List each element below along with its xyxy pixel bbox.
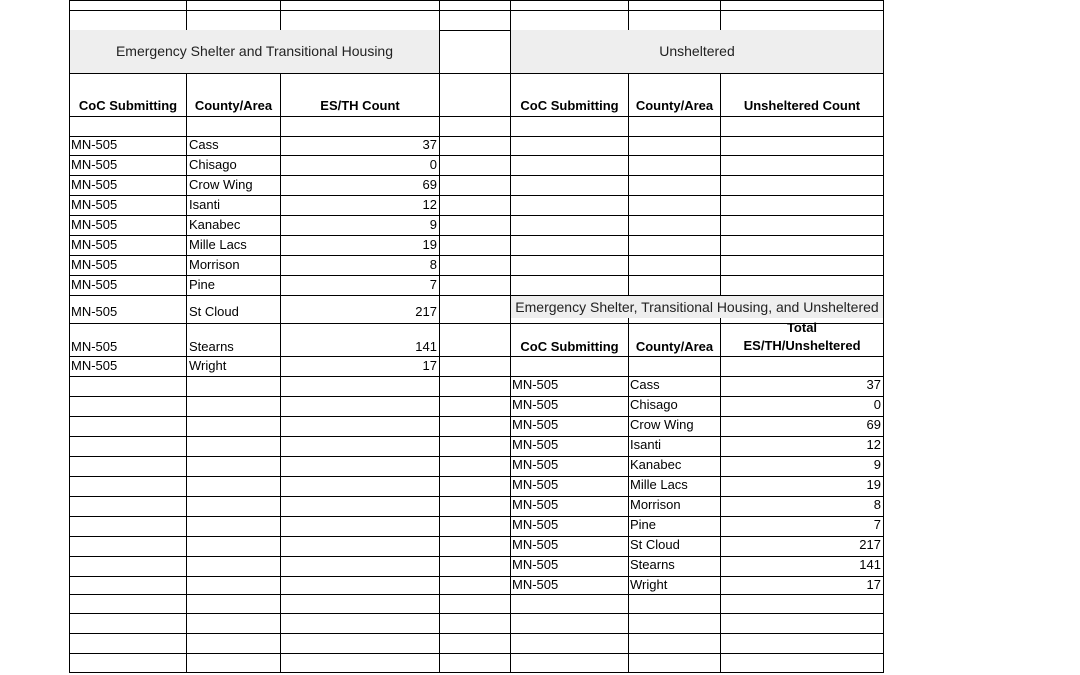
total-county-cell: Cass (630, 377, 660, 392)
es-th-count-cell: 217 (415, 304, 437, 319)
column-border (439, 0, 440, 672)
es-th-count-cell: 12 (422, 197, 437, 212)
row-border (69, 633, 884, 634)
row-border (69, 116, 884, 117)
es-th-county-cell: Kanabec (189, 217, 241, 232)
column-border (628, 0, 629, 30)
column-border (883, 0, 884, 673)
row-border (69, 0, 884, 1)
total-county-cell: Chisago (630, 397, 678, 412)
total-county-cell: Kanabec (630, 457, 682, 472)
total-count-cell: 17 (866, 577, 881, 592)
total-county-header: County/Area (635, 339, 714, 354)
total-coc-cell: MN-505 (512, 397, 559, 412)
column-border (628, 318, 629, 672)
row-border (69, 356, 884, 357)
column-border (720, 318, 721, 672)
column-border (186, 0, 187, 30)
total-section-title: Emergency Shelter, Transitional Housing, and Unsheltered (515, 299, 879, 315)
total-coc-header: CoC Submitting (520, 339, 619, 354)
es-th-county-cell: St Cloud (189, 304, 239, 319)
row-border (69, 215, 884, 216)
es-th-coc-cell: MN-505 (71, 157, 118, 172)
total-coc-cell: MN-505 (512, 457, 559, 472)
total-county-cell: Mille Lacs (630, 477, 688, 492)
es-th-county-cell: Morrison (189, 257, 240, 272)
total-coc-cell: MN-505 (512, 577, 559, 592)
row-border (69, 275, 884, 276)
total-count-cell: 12 (866, 437, 881, 452)
row-border (69, 155, 884, 156)
total-count-header-line1: Total (786, 320, 818, 335)
total-county-cell: Morrison (630, 497, 681, 512)
total-coc-cell: MN-505 (512, 517, 559, 532)
total-county-cell: St Cloud (630, 537, 680, 552)
es-th-county-cell: Isanti (189, 197, 221, 212)
total-county-cell: Stearns (630, 557, 675, 572)
total-county-cell: Isanti (630, 437, 662, 452)
total-count-cell: 0 (873, 397, 881, 412)
es-th-section-title: Emergency Shelter and Transitional Housing (115, 43, 394, 59)
total-coc-cell: MN-505 (512, 437, 559, 452)
row-border (69, 73, 884, 74)
es-th-coc-cell: MN-505 (71, 339, 118, 354)
total-count-cell: 8 (873, 497, 881, 512)
es-th-coc-cell: MN-505 (71, 137, 118, 152)
es-th-coc-cell: MN-505 (71, 358, 118, 373)
row-border (69, 10, 884, 11)
total-coc-cell: MN-505 (512, 557, 559, 572)
es-th-count-cell: 17 (422, 358, 437, 373)
total-county-cell: Crow Wing (630, 417, 694, 432)
row-border (69, 594, 884, 595)
total-coc-cell: MN-505 (512, 497, 559, 512)
es-th-count-cell: 0 (429, 157, 437, 172)
es-th-count-cell: 9 (429, 217, 437, 232)
total-coc-cell: MN-505 (512, 377, 559, 392)
es-th-coc-cell: MN-505 (71, 257, 118, 272)
total-coc-cell: MN-505 (512, 417, 559, 432)
es-th-count-header: ES/TH Count (320, 98, 400, 113)
total-county-cell: Pine (630, 517, 657, 532)
es-th-count-cell: 8 (429, 257, 437, 272)
column-border (280, 73, 281, 672)
es-th-county-header: County/Area (194, 98, 273, 113)
row-border (69, 235, 884, 236)
es-th-coc-cell: MN-505 (71, 197, 118, 212)
es-th-county-cell: Mille Lacs (189, 237, 247, 252)
unsheltered-section-title: Unsheltered (659, 43, 735, 59)
es-th-count-cell: 141 (415, 339, 437, 354)
row-border (69, 672, 884, 673)
column-border (186, 73, 187, 672)
row-border (69, 175, 884, 176)
total-count-cell: 37 (866, 377, 881, 392)
es-th-county-cell: Cass (189, 137, 219, 152)
es-th-count-cell: 69 (422, 177, 437, 192)
es-th-coc-cell: MN-505 (71, 277, 118, 292)
total-count-cell: 7 (873, 517, 881, 532)
row-border (69, 613, 884, 614)
es-th-county-cell: Wright (189, 358, 227, 373)
es-th-county-cell: Stearns (189, 339, 234, 354)
es-th-county-cell: Crow Wing (189, 177, 253, 192)
total-count-cell: 141 (859, 557, 881, 572)
es-th-coc-cell: MN-505 (71, 217, 118, 232)
es-th-coc-cell: MN-505 (71, 237, 118, 252)
unsheltered-count-header: Unsheltered Count (743, 98, 861, 113)
column-border (720, 0, 721, 30)
total-coc-cell: MN-505 (512, 537, 559, 552)
es-th-count-cell: 7 (429, 277, 437, 292)
total-count-cell: 217 (859, 537, 881, 552)
total-count-cell: 69 (866, 417, 881, 432)
unsheltered-county-header: County/Area (635, 98, 714, 113)
total-count-cell: 19 (866, 477, 881, 492)
total-county-cell: Wright (630, 577, 668, 592)
row-border (69, 255, 884, 256)
es-th-coc-cell: MN-505 (71, 304, 118, 319)
row-border (69, 195, 884, 196)
total-count-cell: 9 (873, 457, 881, 472)
unsheltered-coc-header: CoC Submitting (520, 98, 619, 113)
es-th-county-cell: Pine (189, 277, 216, 292)
es-th-coc-header: CoC Submitting (78, 98, 178, 113)
es-th-count-cell: 37 (422, 137, 437, 152)
column-border (280, 0, 281, 30)
es-th-county-cell: Chisago (189, 157, 237, 172)
total-coc-cell: MN-505 (512, 477, 559, 492)
es-th-coc-cell: MN-505 (71, 177, 118, 192)
total-count-header-line2: ES/TH/Unsheltered (743, 338, 861, 353)
row-border (69, 653, 884, 654)
es-th-count-cell: 19 (422, 237, 437, 252)
